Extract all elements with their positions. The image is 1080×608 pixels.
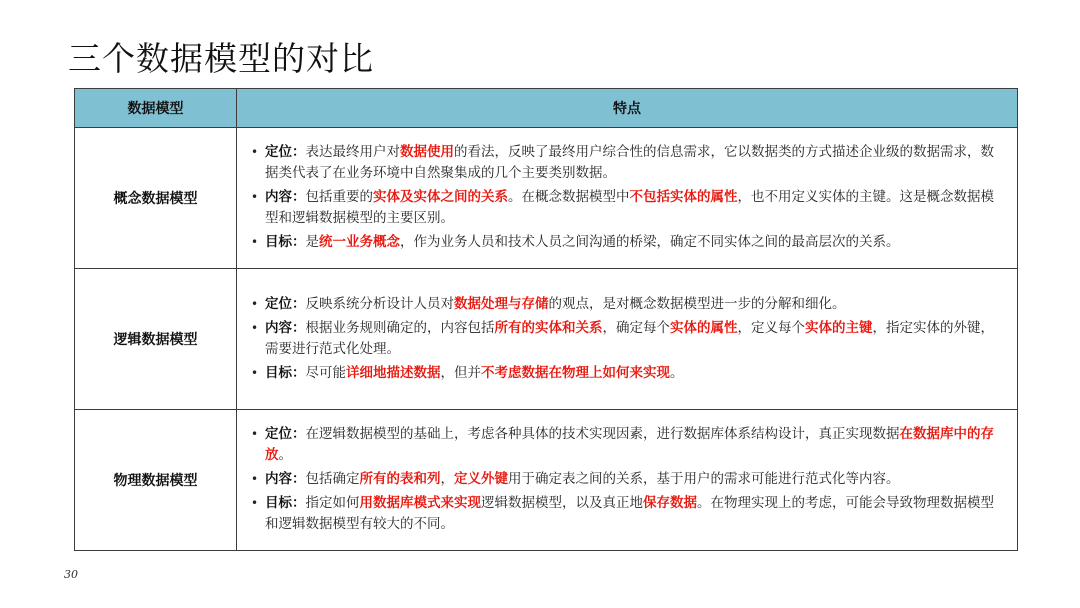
bullet-icon: • <box>251 472 259 486</box>
feature-text: 逻辑数据模型，以及真正地 <box>481 495 643 511</box>
feature-item <box>245 424 1001 466</box>
feature-text: ， <box>440 471 454 487</box>
bullet-icon: • <box>251 320 259 335</box>
feature-list <box>245 294 1001 384</box>
highlight-text: 在数据库中的存放 <box>265 426 994 463</box>
bullet-icon: • <box>251 235 259 249</box>
feature-item <box>245 142 1001 184</box>
feature-label: 目标： <box>265 495 306 511</box>
feature-text: 。在概念数据模型中 <box>508 189 630 205</box>
highlight-text: 实体及实体之间的关系 <box>373 189 508 205</box>
model-name-cell: 物理数据模型 <box>75 410 237 551</box>
highlight-text: 所有的表和列 <box>359 471 441 487</box>
feature-text: 用于确定表之间的关系，基于用户的需求可能进行范式化等内容。 <box>508 471 900 487</box>
feature-text: 。 <box>670 364 684 381</box>
feature-text: ，确定每个 <box>602 319 670 336</box>
model-name-cell: 逻辑数据模型 <box>75 269 237 410</box>
feature-text: ，但并 <box>440 364 481 381</box>
feature-text: 的观点，是对概念数据模型进一步的分解和细化。 <box>548 295 846 312</box>
feature-label: 目标： <box>265 364 306 381</box>
feature-label: 定位： <box>265 426 306 442</box>
feature-text: 包括确定 <box>305 471 360 487</box>
highlight-text: 详细地描述数据 <box>346 364 441 381</box>
features-cell <box>237 410 1018 551</box>
highlight-text: 统一业务概念 <box>319 234 400 250</box>
feature-item <box>245 363 1001 384</box>
feature-item <box>245 187 1001 229</box>
header-features: 特点 <box>237 89 1018 128</box>
feature-text: ，定义每个 <box>737 319 805 336</box>
feature-label: 目标： <box>265 234 306 250</box>
bullet-icon: • <box>251 496 259 510</box>
comparison-table <box>74 88 1018 551</box>
features-cell <box>237 128 1018 269</box>
feature-list <box>245 142 1001 253</box>
bullet-icon: • <box>251 145 259 159</box>
header-model: 数据模型 <box>75 89 237 128</box>
table-header-row <box>75 89 1018 128</box>
highlight-text: 所有的实体和关系 <box>494 319 603 336</box>
model-name-cell: 概念数据模型 <box>75 128 237 269</box>
feature-label: 内容： <box>265 319 306 336</box>
feature-text: 在逻辑数据模型的基础上，考虑各种具体的技术实现因素，进行数据库体系结构设计，真正实现数据 <box>305 426 900 442</box>
bullet-icon: • <box>251 190 259 204</box>
highlight-text: 用数据库模式来实现 <box>359 495 481 511</box>
highlight-text: 保存数据 <box>643 495 697 511</box>
feature-text: 包括重要的 <box>305 189 373 205</box>
feature-text: 。 <box>278 447 292 463</box>
feature-text: 是 <box>305 234 319 250</box>
feature-label: 定位： <box>265 144 306 160</box>
bullet-icon: • <box>251 296 259 311</box>
highlight-text: 定义外键 <box>454 471 508 487</box>
feature-label: 内容： <box>265 471 306 487</box>
feature-item <box>245 294 1001 315</box>
feature-item <box>245 493 1001 535</box>
bullet-icon: • <box>251 427 259 441</box>
bullet-icon: • <box>251 365 259 380</box>
highlight-text: 实体的属性 <box>670 319 738 336</box>
highlight-text: 不包括实体的属性 <box>629 189 738 205</box>
feature-list <box>245 424 1001 535</box>
feature-text: 指定如何 <box>305 495 360 511</box>
feature-text: 表达最终用户对 <box>305 144 400 160</box>
feature-text: ，作为业务人员和技术人员之间沟通的桥梁，确定不同实体之间的最高层次的关系。 <box>400 234 900 250</box>
table-row <box>75 269 1018 410</box>
table-row <box>75 128 1018 269</box>
feature-text: 。在物理实现上的考虑，可能会导致物理数据模型和逻辑数据模型有较大的不同。 <box>265 495 994 532</box>
table-row <box>75 410 1018 551</box>
slide-title: 三个数据模型的对比 <box>68 39 374 78</box>
features-cell <box>237 269 1018 410</box>
feature-text: 根据业务规则确定的，内容包括 <box>305 319 495 336</box>
feature-text: 的看法，反映了最终用户综合性的信息需求，它以数据类的方式描述企业级的数据需求，数据类代表了在业务环境中自然聚集成的几个主要类别数据。 <box>265 144 994 181</box>
feature-text: ，也不用定义实体的主键。这是概念数据模型和逻辑数据模型的主要区别。 <box>265 189 994 226</box>
feature-item <box>245 318 1001 360</box>
feature-item <box>245 232 1001 253</box>
highlight-text: 不考虑数据在物理上如何来实现 <box>481 364 670 381</box>
feature-label: 内容： <box>265 189 306 205</box>
highlight-text: 实体的主键 <box>805 319 873 336</box>
feature-item <box>245 469 1001 490</box>
table-body <box>75 128 1018 551</box>
feature-text: 反映系统分析设计人员对 <box>305 295 454 312</box>
feature-text: ，指定实体的外键，需要进行范式化处理。 <box>265 319 994 357</box>
feature-label: 定位： <box>265 295 306 312</box>
highlight-text: 数据处理与存储 <box>454 295 549 312</box>
feature-text: 尽可能 <box>305 364 346 381</box>
page-number: 30 <box>64 568 78 581</box>
highlight-text: 数据使用 <box>400 144 454 160</box>
